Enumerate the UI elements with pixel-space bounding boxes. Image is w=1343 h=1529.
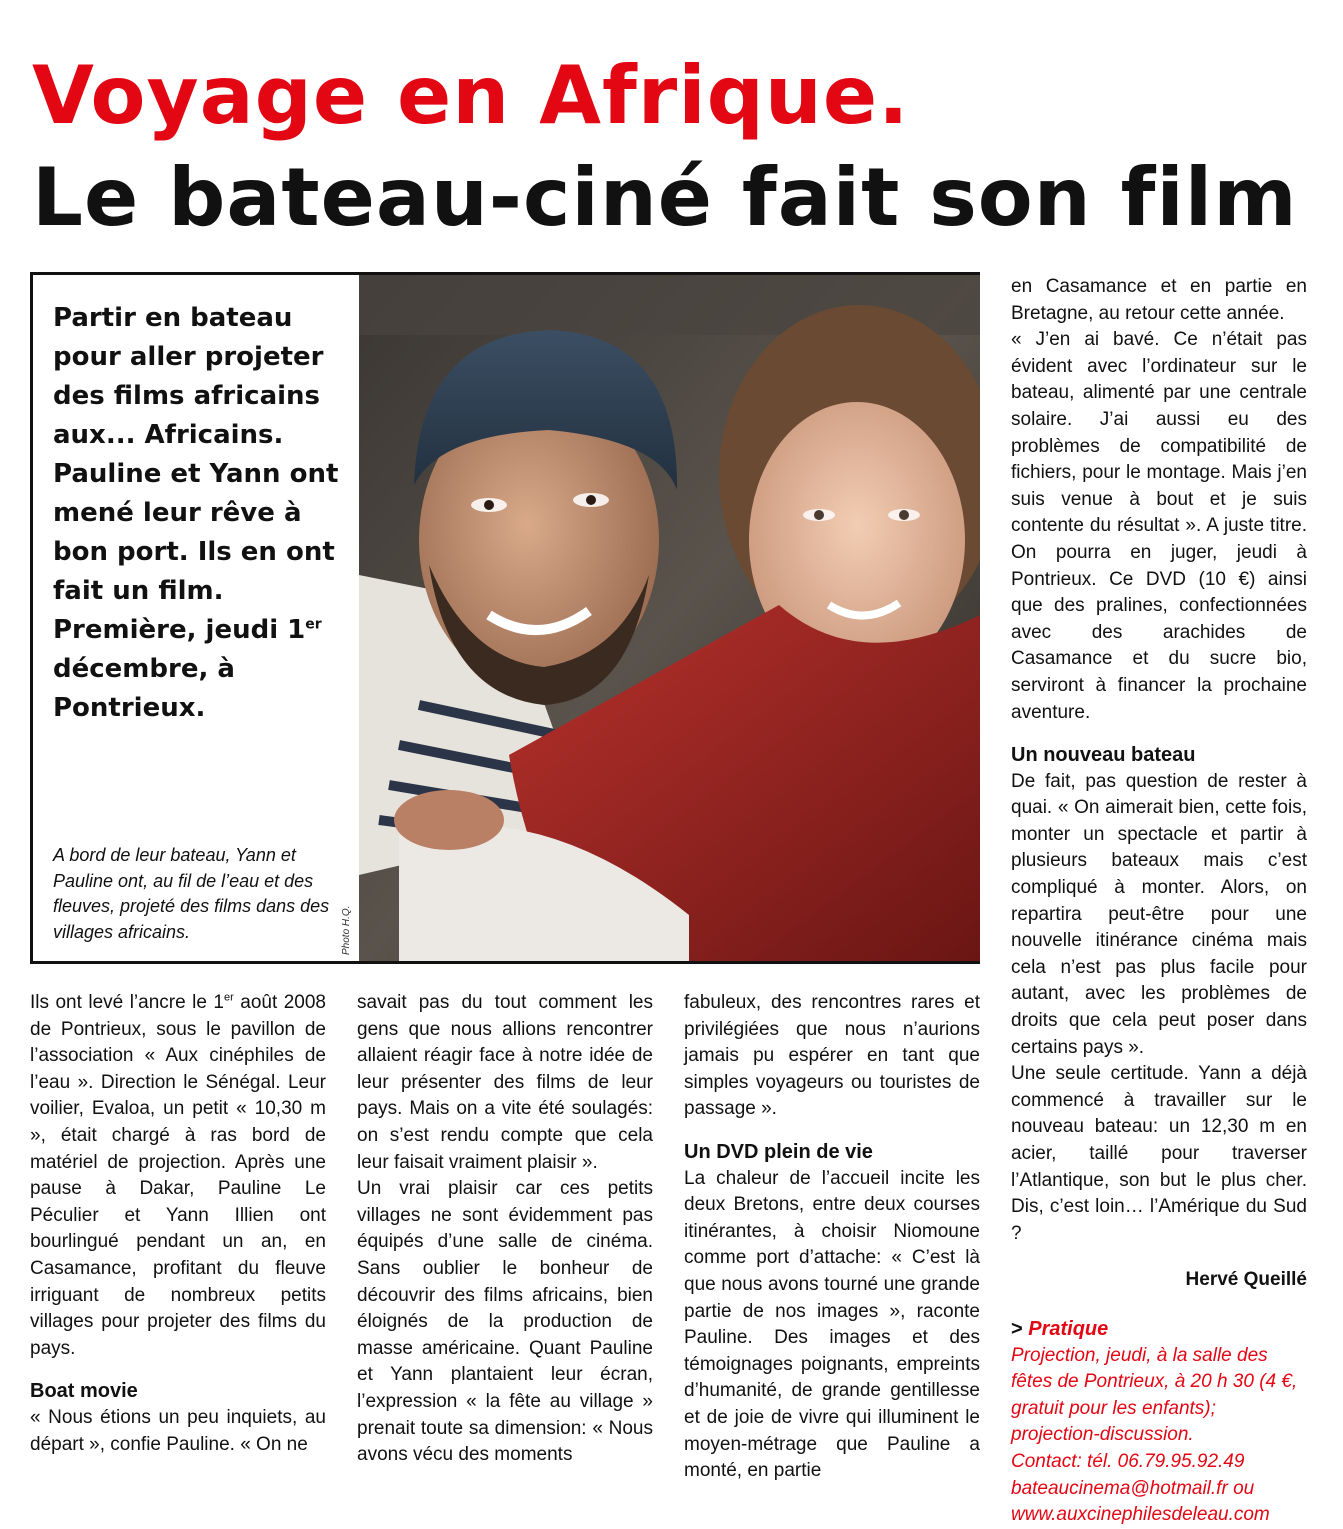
photo-credit: Photo H.Q. (341, 905, 352, 955)
subheading-dvd: Un DVD plein de vie (684, 1140, 873, 1163)
paragraph: Une seule certitude. Yann a déjà commencé à travailler sur le nouveau bateau: un 12,30 m en acier, taillé pour traverser l’Atlantique, son but le plus cher. Dis, c’est loin… l’Amérique du Sud ? (1011, 1063, 1307, 1244)
paragraph: De fait, pas question de rester à quai. « On aimerait bien, cette fois, monter un spectacle et partir à plusieurs bateaux mais c’est compliqué à monter. Alors, on repartira peut-être pour une nouvelle itinérance cinéma mais cela n’est pas plus facile pour autant, avec les problèmes de droits que cela peut poser dans certains pays ». (1011, 770, 1307, 1058)
paragraph: « Nous étions un peu inquiets, au départ », confie Pauline. « On ne (30, 1406, 326, 1455)
paragraph: Ils ont levé l’ancre le 1er août 2008 de Pontrieux, sous le pavillon de l’association « Aux cinéphiles de l’eau ». Direction le Sénégal. Leur voilier, Evaloa, un petit « 10,30 m », était chargé à ras bord de matériel de projection. Après une pause à Dakar, Pauline Le Péculier et Yann Illien ont bourlingué pendant un an, en Casamance, profitant du fleuve irriguant de nombreux petits villages pour projeter des films du pays. (30, 991, 326, 1359)
pratique-email: bateaucinema@hotmail.fr ou (1011, 1477, 1255, 1499)
paragraph: en Casamance et en partie en Bretagne, au retour cette année. (1011, 276, 1307, 324)
pratique-website: www.auxcinephilesdeleau.com (1011, 1504, 1270, 1526)
article-headline: Le bateau-ciné fait son film (32, 151, 1298, 244)
paragraph: La chaleur de l’accueil incite les deux Bretons, entre deux courses itinérantes, à choisir Niomoune comme port d’attache: « C’est là que nous avons tourné une grande partie de nos images », raconte Pauline. Des images et des témoignages poignants, empreints d’humanité, de grande gentillesse et de joie de vivre qui illuminent le moyen-métrage que Pauline a monté, en partie (684, 1167, 980, 1482)
column-2 (357, 990, 653, 1469)
author-signature: Hervé Queillé (1185, 1269, 1307, 1291)
pratique-heading: > Pratique (1011, 1317, 1109, 1340)
column-3 (684, 990, 980, 1485)
column-4 (1011, 274, 1307, 1529)
subheading-new-boat: Un nouveau bateau (1011, 744, 1196, 767)
paragraph: savait pas du tout comment les gens que nous allions rencontrer allaient réagir face à notre idée de leur présenter des films de leur pays. Mais on a vite été soulagés: on s’est rendu compte que cela leur faisait vraiment plaisir ». (357, 992, 653, 1173)
paragraph: « J’en ai bavé. Ce n’était pas évident avec l’ordinateur sur le bateau, alimenté par une centrale solaire. J’ai aussi eu des problèmes de compatibilité de fichiers, pour le montage. Mais j’en suis venue à bout et je suis contente du résultat ». A juste titre. On pourra en juger, jeudi à Pontrieux. Ce DVD (10 €) ainsi que des pralines, confectionnées avec des arachides de Casamance et du sucre bio, serviront à financer la prochaine aventure. (1011, 329, 1307, 723)
subheading-boat-movie: Boat movie (30, 1380, 138, 1403)
paragraph: Un vrai plaisir car ces petits villages ne sont évidemment pas équipés d’une salle de cinéma. Sans oublier le bonheur de découvrir des films africains, bien éloignés de la production de masse américaine. Quant Pauline et Yann plantaient leur écran, l’expression « la fête au village » prenait toute sa dimension: « Nous avons vécu des moments (357, 1178, 653, 1466)
article-photo (359, 275, 980, 961)
pratique-marker: > (1011, 1317, 1023, 1340)
article-kicker: Voyage en Afrique. (32, 49, 910, 142)
pratique-info: Projection, jeudi, à la salle des fêtes de Pontrieux, à 20 h 30 (4 €, gratuit pour les enfants); projection-discussion. (1011, 1344, 1298, 1446)
photo-caption: A bord de leur bateau, Yann et Pauline ont, au fil de l’eau et des fleuves, projeté des films dans des villages africains. (53, 845, 330, 942)
lead-box (30, 272, 980, 964)
lead-text: Partir en bateau pour aller projeter des films africains aux... Africains. Pauline et Yann ont mené leur rêve à bon port. Ils en ont fait un film. Première, jeudi 1er décembre, à Pontrieux. (53, 303, 339, 723)
paragraph: fabuleux, des rencontres rares et privilégiées que nous n’aurions jamais pu espérer en tant que simples voyageurs ou touristes de passage ». (684, 992, 980, 1120)
column-1 (30, 990, 326, 1458)
pratique-contact: Contact: tél. 06.79.95.92.49 (1011, 1450, 1245, 1472)
